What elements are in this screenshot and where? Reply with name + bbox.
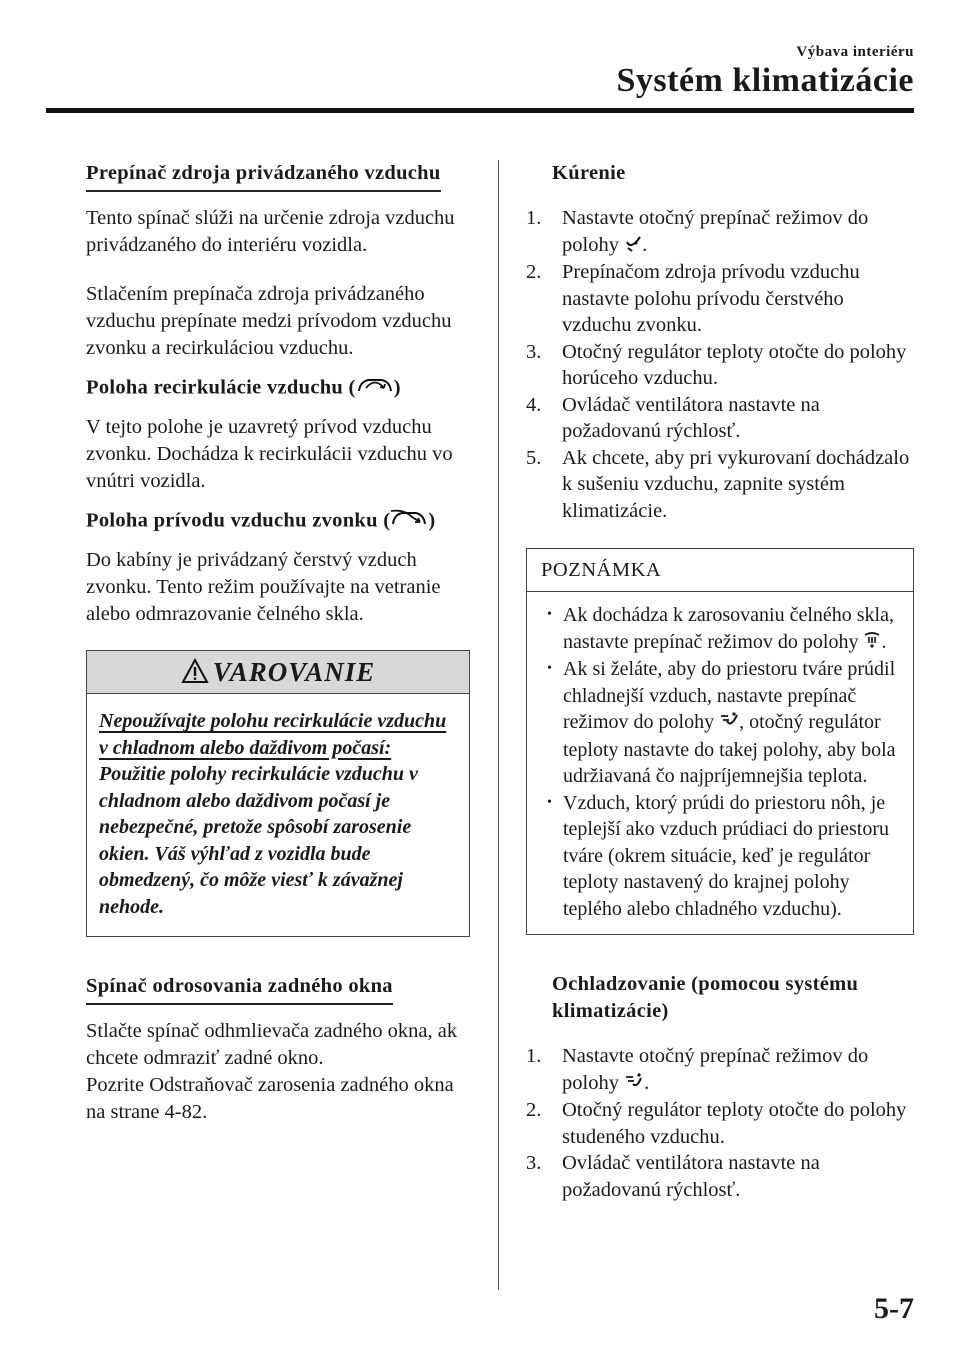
defrost-vent-icon — [863, 630, 881, 657]
cooling-steps — [526, 1043, 916, 1203]
subheading-recirculation: Poloha recirkulácie vzduchu ( ) — [86, 374, 470, 404]
page-number: 5-7 — [874, 1292, 914, 1325]
warning-lead: Nepoužívajte polohu recirkulácie vzduchu v chladnom alebo daždivom počasí: — [99, 710, 447, 759]
subheading-heating: Kúrenie — [552, 162, 626, 184]
paragraph: Tento spínač slúži na určenie zdroja vzduchu privádzaného do interiéru vozidla. — [86, 207, 455, 256]
paragraph: Stlačte spínač odhmlievača zadného okna, ak chcete odmraziť zadné okno. — [86, 1020, 458, 1069]
column-divider — [498, 160, 499, 1290]
note-box — [526, 548, 914, 935]
left-column — [86, 160, 470, 1126]
warning-body — [87, 694, 469, 936]
note-bullet: • Ak dochádza k zarosovaniu čelného skla, nastavte prepínač režimov do polohy . — [541, 602, 903, 656]
paragraph: V tejto polohe je uzavretý prívod vzduchu zvonku. Dochádza k recirkulácii vzduchu vo vnútri vozidla. — [86, 416, 453, 492]
note-bullet: • Ak si želáte, aby do priestoru tváre prúdil chladnejší vzduch, nastavte prepínač režimov do polohy , otočný regulátor teploty nastavte do takej polohy, aby bola udržiavaná čo najpríjemnejšia teplota. — [547, 658, 896, 788]
right-column — [526, 160, 916, 1203]
note-header: POZNÁMKA — [527, 549, 913, 592]
note-body — [527, 592, 913, 934]
paragraph: Do kabíny je privádzaný čerstvý vzduch zvonku. Tento režim používajte na vetranie alebo odmrazovanie čelného skla. — [86, 549, 441, 625]
foot-vent-icon — [624, 233, 642, 260]
section-title-air-source: Prepínač zdroja privádzaného vzduchu — [86, 160, 441, 192]
fresh-air-car-icon — [390, 507, 428, 537]
running-header-section: Výbava interiéru — [796, 44, 914, 60]
list-item: 1. Nastavte otočný prepínač režimov do polohy . — [526, 205, 916, 259]
warning-triangle-icon — [181, 654, 209, 696]
header-rule — [46, 108, 914, 113]
recirculation-car-icon — [356, 374, 394, 404]
list-item: 1. Nastavte otočný prepínač režimov do polohy . — [526, 1043, 916, 1097]
list-item: 2. Prepínačom zdroja prívodu vzduchu nastavte polohu prívodu čerstvého vzduchu zvonku. — [526, 261, 860, 337]
note-bullet: • Vzduch, ktorý prúdi do priestoru nôh, je teplejší ako vzduch prúdiaci do priestoru tváre (okrem situácie, keď je regulátor teploty nastavený do krajnej polohy teplého alebo chladného vzduchu). — [547, 791, 890, 920]
warning-text: Použitie polohy recirkulácie vzduchu v chladnom alebo daždivom počasí je nebezpečné, pretože spôsobí zarosenie okien. Váš výhľad z vozidla bude obmedzený, čo môže viesť k závažnej nehode. — [99, 763, 418, 918]
list-item: 3. Otočný regulátor teploty otočte do polohy horúceho vzduchu. — [526, 340, 907, 390]
page-title: Systém klimatizácie — [616, 62, 914, 99]
heating-steps — [526, 205, 916, 524]
list-item: 5. Ak chcete, aby pri vykurovaní dochádzalo k sušeniu vzduchu, zapnite systém klimatizácie. — [526, 446, 910, 522]
subheading-fresh-air: Poloha prívodu vzduchu zvonku ( ) — [86, 507, 470, 537]
face-vent-icon — [624, 1071, 644, 1098]
subheading-cooling: Ochladzovanie (pomocou systému klimatizácie) — [552, 973, 859, 1023]
warning-header: VAROVANIE — [87, 651, 469, 694]
paragraph: Pozrite Odstraňovač zarosenia zadného okna na strane 4-82. — [86, 1074, 454, 1123]
warning-box — [86, 650, 470, 937]
list-item: 3. Ovládač ventilátora nastavte na požadovanú rýchlosť. — [526, 1152, 820, 1201]
face-foot-vent-icon — [719, 710, 739, 737]
list-item: 2. Otočný regulátor teploty otočte do polohy studeného vzduchu. — [526, 1099, 907, 1148]
section-title-rear-defroster: Spínač odrosovania zadného okna — [86, 973, 393, 1005]
paragraph: Stlačením prepínača zdroja privádzaného vzduchu prepínate medzi prívodom vzduchu zvonku a recirkuláciou vzduchu. — [86, 283, 452, 359]
list-item: 4. Ovládač ventilátora nastavte na požadovanú rýchlosť. — [526, 393, 820, 443]
